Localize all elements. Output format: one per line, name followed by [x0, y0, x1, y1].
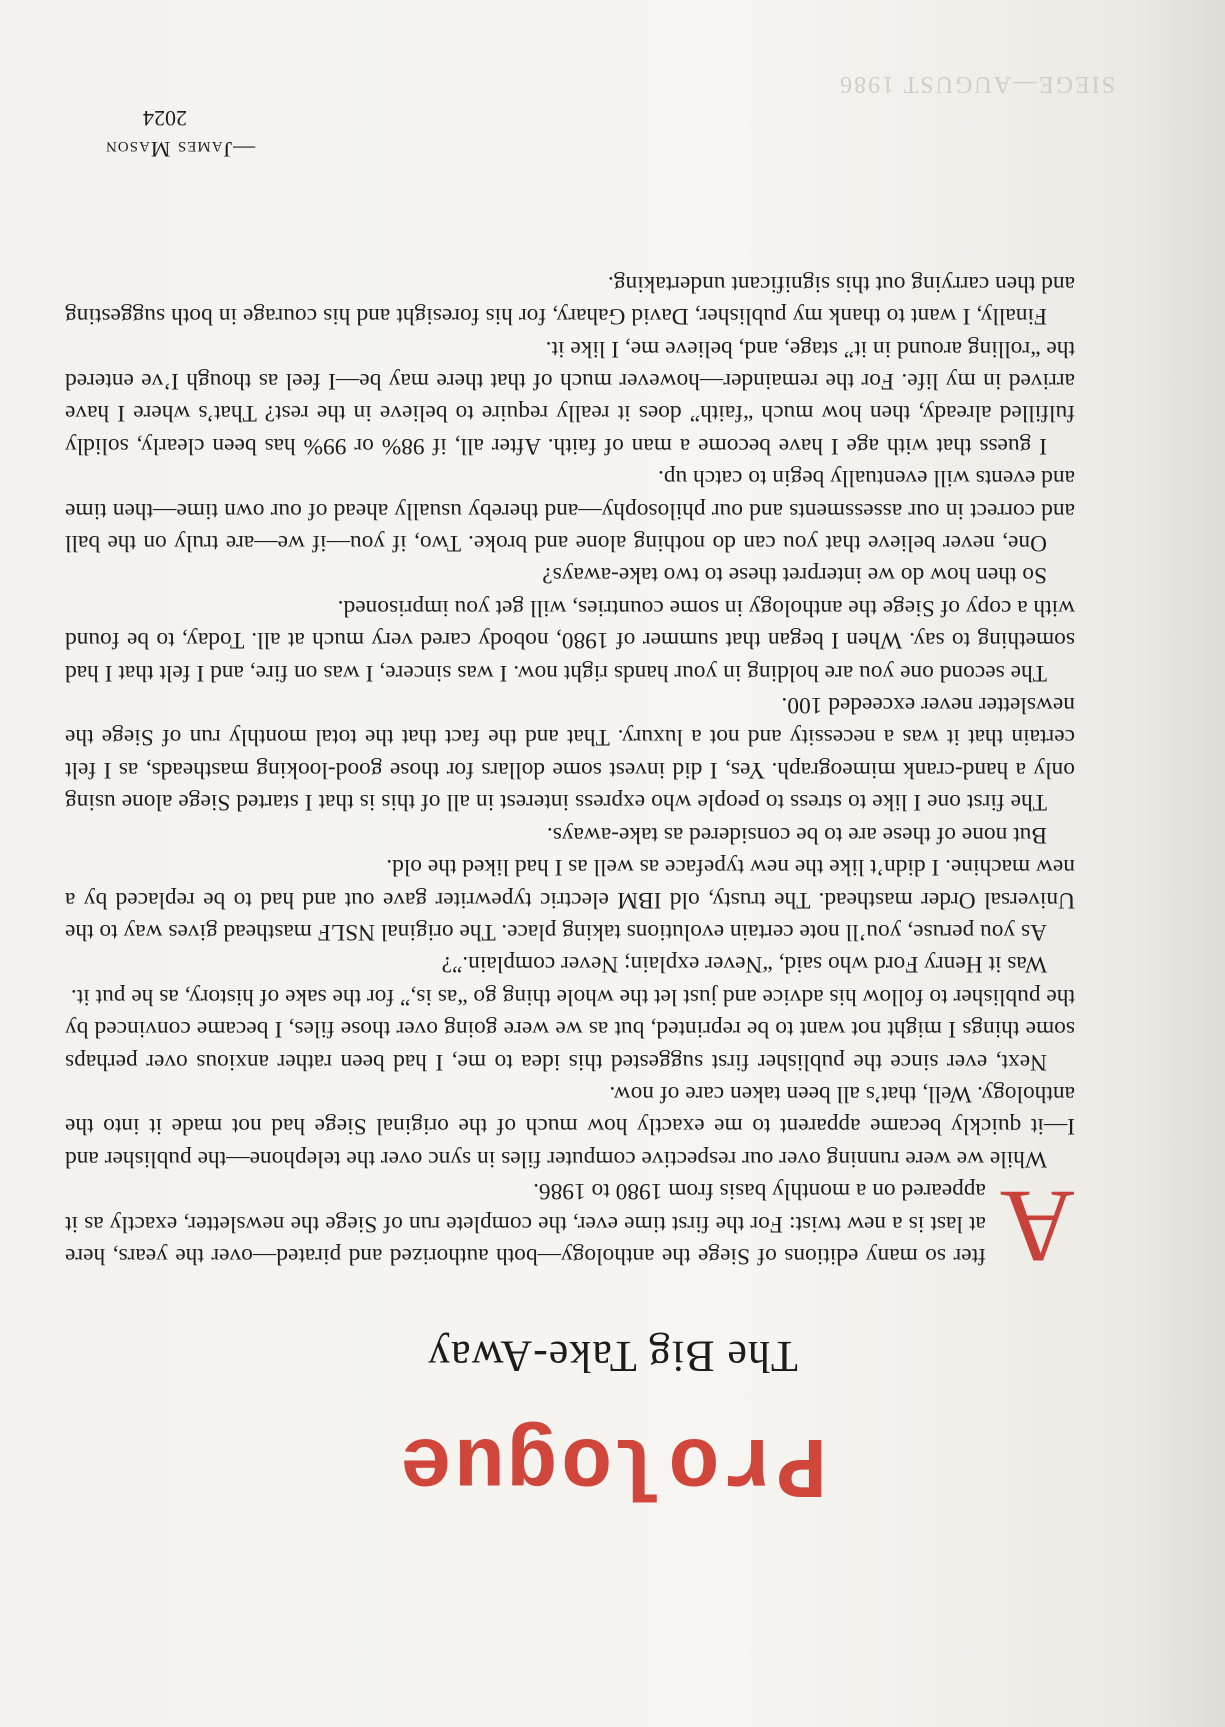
paragraph-10: One, never believe that you can do nothing alone and broke. Two, if you—if we—are truly on the ball and correct in our assessments and our philosophy—and thereby usually ahead of our own time—then time and events will eventually begin to catch up.: [65, 465, 1075, 557]
paragraph-11: I guess that with age I have become a man of faith. After all, if 98% or 99% has been clearly, solidly fulfilled already, then how much “faith” does it really require to believe in the rest? That’s where I have arrived in my life. For the remainder—however much of that there may be—I feel as though I’ve entered the “rolling around in it” stage, and, believe me, I like it.: [65, 335, 1075, 459]
section-title: [0, 1331, 1225, 1382]
paragraph-1-text: fter so many editions of Siege the anthology—both authorized and pirated—over the years, here at last is a new twist: For the first time ever, the complete run of Siege the newsletter, exactly as it appeared on a monthly basis from 1980 to 1986.: [65, 1178, 986, 1269]
paragraph-6: But none of these are to be considered as take-aways.: [546, 821, 1047, 848]
paragraph-8: The second one you are holding in your hands right now. I was sincere, I was on fire, and I felt that I had something to say. When I began that summer of 1980, nobody cared very much at all. Today, to be found with a copy of Siege the anthology in some countries, will get you imprisoned.: [65, 594, 1075, 686]
signature-name: —James Mason: [105, 137, 256, 162]
section-title-text: The Big Take-Away: [427, 1332, 798, 1381]
running-header-bleedthrough: SIEGE—AUGUST 1986: [838, 71, 1115, 97]
paragraph-12: Finally, I want to thank my publisher, David Gahary, for his foresight and his courage in both suggesting and then carrying out this significant undertaking.: [65, 270, 1075, 330]
paragraph-2: While we were running over our respective computer files in sync over the telephone—the publisher and I—it quickly became apparent to me exactly how much of the original Siege had not made it into the anthology. Well, that’s all been taken care of now.: [65, 1080, 1075, 1172]
drop-cap: A: [999, 1169, 1075, 1284]
paragraph-7: The first one I like to stress to people who express interest in all of this is that I started Siege alone using only a hand-crank mimeograph. Yes, I did invest some dollars for those good-looking mastheads, as I felt certain that it was a necessity and not a luxury. That and the fact that the total monthly run of Siege the newsletter never exceeded 100.: [65, 692, 1075, 816]
chapter-title: Prologue: [398, 1414, 827, 1512]
paragraph-4: Was it Henry Ford who said, “Never explain; Never complain.”?: [441, 951, 1047, 978]
paragraph-9: So then how do we interpret these to two take-aways?: [542, 562, 1047, 589]
body-text: [65, 267, 1075, 1284]
paragraph-5: As you peruse, you’ll note certain evolutions taking place. The original NSLF masthead gives way to the Universal Order masthead. The trusty, old IBM electric typewriter gave out and had to be replaced by a new machine. I didn’t like the new typeface as well as I had liked the old.: [65, 854, 1075, 945]
paragraph-1: [65, 1169, 1075, 1284]
signature-year: 2024: [143, 106, 187, 131]
paragraph-3: Next, ever since the publisher first suggested this idea to me, I had been rather anxious over perhaps some things I might not want to be reprinted, but as we were going over those files, I became convinced by the publisher to follow his advice and just let the whole thing go “as is,” for the sake of history, as he put it.: [65, 983, 1075, 1075]
